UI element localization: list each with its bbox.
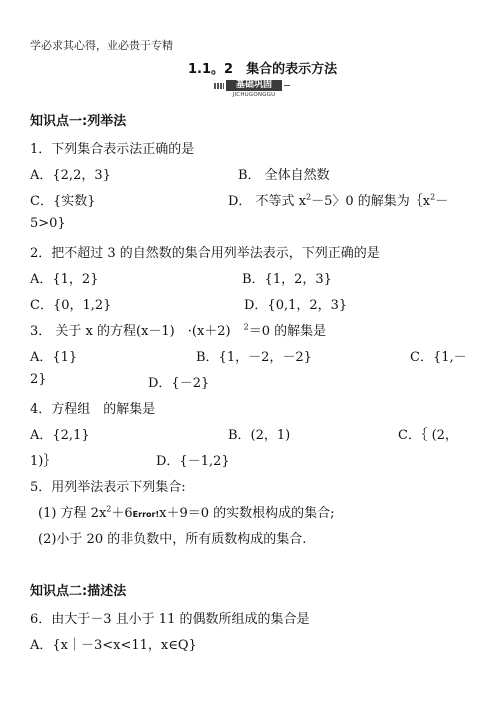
- question-3-option-d: D．{－2}: [148, 376, 210, 391]
- q5-p1-sup: 2: [106, 504, 112, 514]
- q3-stem-text: 3． 关于 x 的方程(x－1) ·(x＋2): [30, 324, 244, 339]
- question-4-option-a: A．{2,1}: [30, 428, 90, 443]
- question-6-stem: 6．由大于－3 且小于 11 的偶数所组成的集合是: [30, 612, 310, 627]
- question-3-option-c-continued: 2}: [30, 372, 47, 387]
- badge-label: 基础巩固: [226, 80, 282, 91]
- question-1-option-d: [228, 190, 448, 209]
- question-3-stem: [30, 320, 326, 339]
- page-header: 学必求其心得，业必贵于专精: [30, 39, 173, 52]
- question-2-option-a: A．{1，2}: [30, 272, 99, 287]
- question-2-option-c: C．{0，1,2}: [30, 298, 112, 313]
- question-2-stem: 2．把不超过 3 的自然数的集合用列举法表示，下列正确的是: [30, 246, 380, 261]
- question-4-option-c-continued: 1)｝: [30, 454, 57, 469]
- question-2-option-b: B．{1，2，3}: [242, 272, 332, 287]
- q1-d-text-2: －5〉0 的解集为｛x: [311, 194, 431, 209]
- question-5-part-1: [38, 502, 335, 521]
- question-3-option-b: B．{1，－2，－2}: [196, 350, 312, 365]
- question-3-option-a: A．{1}: [30, 350, 78, 365]
- question-1-option-d-continued: 5>0}: [30, 216, 66, 231]
- section-heading-2: 知识点二:描述法: [30, 584, 127, 599]
- q1-d-text: D． 不等式 x: [228, 194, 307, 209]
- q1-d-sup-2: 2: [430, 192, 436, 202]
- question-1-stem: 1．下列集合表示法正确的是: [30, 142, 195, 157]
- section-badge: [214, 80, 288, 100]
- q5-error-field: Error!: [132, 510, 160, 519]
- page-title: 1.1。2 集合的表示方法: [188, 62, 338, 77]
- badge-decoration-right: [284, 85, 290, 86]
- question-5-stem: 5．用列举法表示下列集合:: [30, 480, 186, 495]
- q1-d-sup: 2: [306, 192, 312, 202]
- question-4-option-c: C．｛ (2，: [398, 428, 458, 443]
- question-3-option-c: C．{1,－: [410, 350, 467, 365]
- badge-decoration-left: [214, 83, 224, 89]
- q5-p1-text-3: x＋9＝0 的实数根构成的集合;: [159, 506, 335, 521]
- question-1-option-c: C．{实数}: [30, 194, 96, 209]
- question-4-option-d: D．{－1,2}: [156, 454, 230, 469]
- q3-stem-sup: 2: [243, 322, 249, 332]
- question-1-option-b: B． 全体自然数: [238, 168, 330, 183]
- question-1-option-a: A．{2,2，3}: [30, 168, 111, 183]
- question-4-option-b: B．(2，1): [228, 428, 291, 443]
- question-6-option-a: A．{x｜－3<x<11，x∈Q}: [30, 638, 197, 653]
- q1-d-text-3: －: [435, 194, 449, 209]
- q3-stem-text-2: ＝0 的解集是: [248, 324, 327, 339]
- q5-p1-text-2: ＋6: [111, 506, 133, 521]
- section-heading-1: 知识点一:列举法: [30, 114, 127, 129]
- question-5-part-2: (2)小于 20 的非负数中，所有质数构成的集合.: [38, 532, 307, 547]
- question-2-option-d: D．{0,1，2，3}: [244, 298, 348, 313]
- question-4-stem: 4．方程组 的解集是: [30, 402, 156, 417]
- badge-sublabel: JICHUGONGGU: [232, 92, 276, 98]
- q5-p1-text: (1) 方程 2x: [38, 506, 107, 521]
